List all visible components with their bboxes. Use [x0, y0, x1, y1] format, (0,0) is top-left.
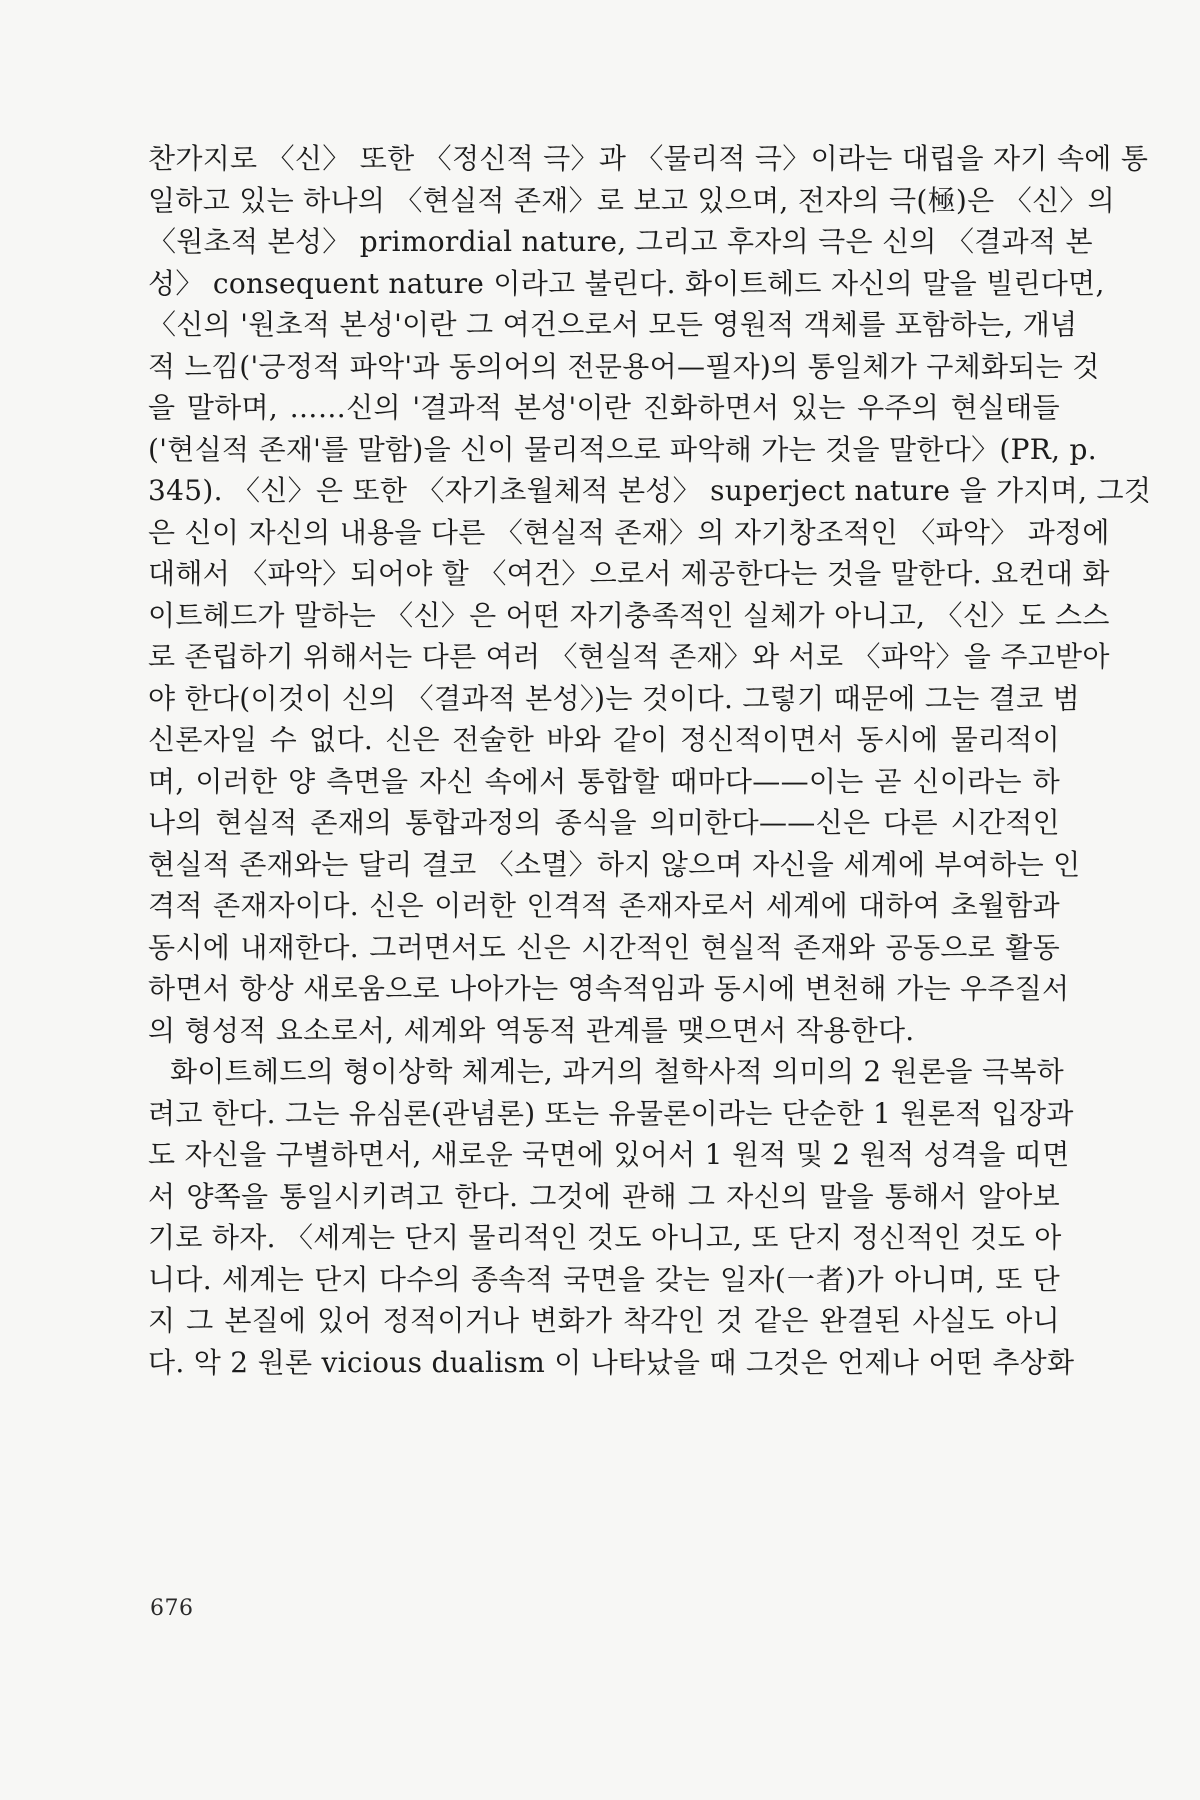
- text-line: 야 한다(이것이 신의 〈결과적 본성〉)는 것이다. 그렇기 때문에 그는 결코 범: [148, 681, 1080, 715]
- text-line: 격적 존재자이다. 신은 이러한 인격적 존재자로서 세계에 대하여 초월함과: [148, 889, 1060, 922]
- text-line: 며, 이러한 양 측면을 자신 속에서 통합할 때마다——이는 곧 신이라는 하: [148, 764, 1060, 798]
- text-line: 일하고 있는 하나의 〈현실적 존재〉로 보고 있으며, 전자의 극(極)은 〈신〉의: [148, 183, 1116, 217]
- text-line: 나의 현실적 존재의 통합과정의 종식을 의미한다——신은 다른 시간적인: [148, 806, 1060, 839]
- text-line: 성〉 consequent nature 이라고 불린다. 화이트헤드 자신의 말을 빌린다면,: [148, 266, 1105, 300]
- text-line: 동시에 내재한다. 그러면서도 신은 시간적인 현실적 존재와 공동으로 활동: [148, 930, 1060, 964]
- text-line: 〈원초적 본성〉 primordial nature, 그리고 후자의 극은 신의 〈결과적 본: [148, 225, 1093, 258]
- text-line: 려고 한다. 그는 유심론(관념론) 또는 유물론이라는 단순한 1 원론적 입장과: [148, 1096, 1074, 1130]
- text-line: ('현실적 존재'를 말함)을 신이 물리적으로 파악해 가는 것을 말한다〉(PR, p.: [148, 432, 1097, 466]
- paragraph-last-line: 의 형성적 요소로서, 세계와 역동적 관계를 맺으면서 작용한다.: [148, 1013, 915, 1047]
- text-line: 현실적 존재와는 달리 결코 〈소멸〉하지 않으며 자신을 세계에 부여하는 인: [148, 847, 1081, 881]
- text-line: 지 그 본질에 있어 정적이거나 변화가 착각인 것 같은 완결된 사실도 아니: [148, 1304, 1060, 1337]
- text-line: 로 존립하기 위해서는 다른 여러 〈현실적 존재〉와 서로 〈파악〉을 주고받아: [148, 640, 1110, 673]
- text-line: 을 말하며, ……신의 '결과적 본성'이란 진화하면서 있는 우주의 현실태들: [148, 391, 1060, 424]
- page-number: 676: [150, 1596, 194, 1621]
- text-line: 하면서 항상 새로움으로 나아가는 영속적임과 동시에 변천해 가는 우주질서: [148, 972, 1070, 1005]
- text-line: 적 느낌('긍정적 파악'과 동의어의 전문용어—필자)의 통일체가 구체화되는 것: [148, 349, 1100, 383]
- text-line: 대해서 〈파악〉되어야 할 〈여건〉으로서 제공한다는 것을 말한다. 요컨대 화: [148, 557, 1110, 590]
- text-line: 찬가지로 〈신〉 또한 〈정신적 극〉과 〈물리적 극〉이라는 대립을 자기 속에 통: [148, 142, 1149, 175]
- text-line: 도 자신을 구별하면서, 새로운 국면에 있어서 1 원적 및 2 원적 성격을 띠면: [148, 1138, 1070, 1171]
- body-text: [148, 138, 1152, 1383]
- text-line: 〈신의 '원초적 본성'이란 그 여건으로서 모든 영원적 객체를 포함하는, 개념: [148, 308, 1078, 341]
- text-line: 신론자일 수 없다. 신은 전술한 바와 같이 정신적이면서 동시에 물리적이: [148, 723, 1060, 756]
- text-line: 이트헤드가 말하는 〈신〉은 어떤 자기충족적인 실체가 아니고, 〈신〉도 스스: [148, 598, 1110, 632]
- paragraph-first-line: 화이트헤드의 형이상학 체계는, 과거의 철학사적 의미의 2 원론을 극복하: [170, 1055, 1065, 1088]
- text-line: 은 신이 자신의 내용을 다른 〈현실적 존재〉의 자기창조적인 〈파악〉 과정에: [148, 515, 1110, 549]
- text-line: 기로 하자. 〈세계는 단지 물리적인 것도 아니고, 또 단지 정신적인 것도 아: [148, 1221, 1062, 1254]
- text-line: 345). 〈신〉은 또한 〈자기초월체적 본성〉 superject nature 을 가지며, 그것: [148, 474, 1152, 507]
- text-line: 니다. 세계는 단지 다수의 종속적 국면을 갖는 일자(一者)가 아니며, 또 단: [148, 1262, 1060, 1296]
- text-line: 다. 악 2 원론 vicious dualism 이 나타났을 때 그것은 언제나 어떤 추상화: [148, 1345, 1075, 1379]
- text-line: 서 양쪽을 통일시키려고 한다. 그것에 관해 그 자신의 말을 통해서 알아보: [148, 1179, 1060, 1213]
